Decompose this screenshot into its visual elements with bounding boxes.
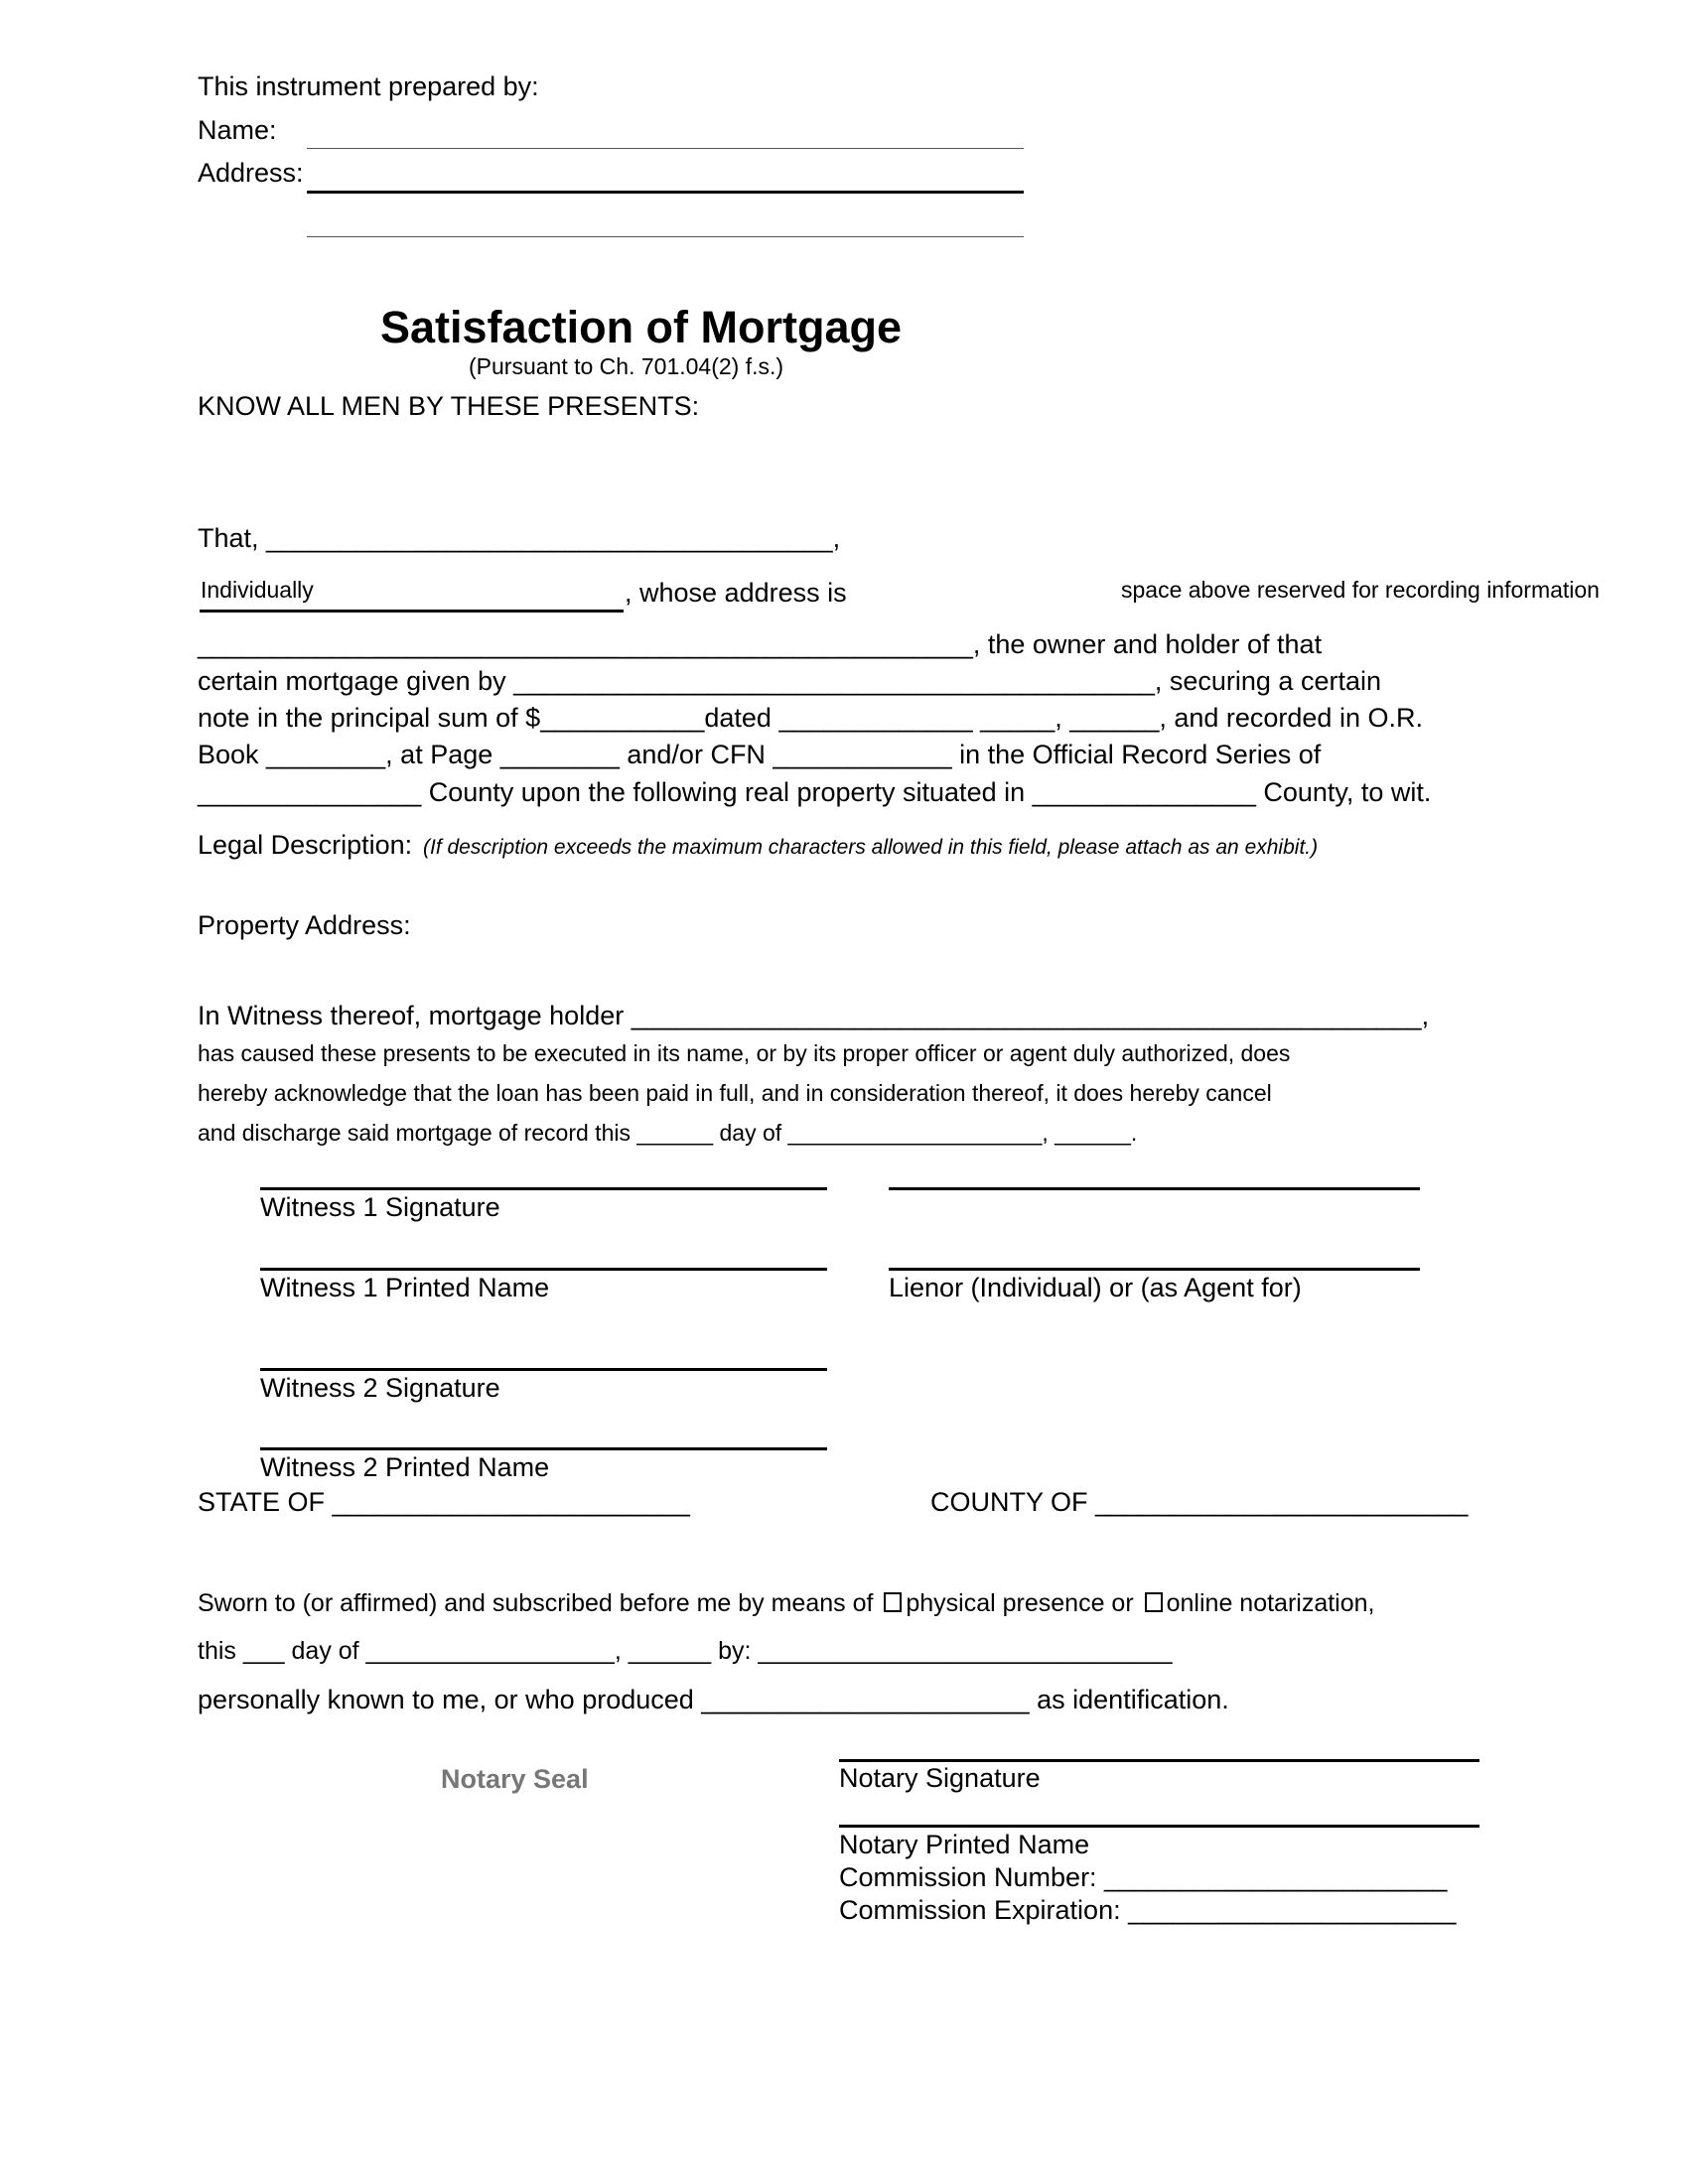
whose-address-text: , whose address is xyxy=(625,578,847,608)
individually-line[interactable] xyxy=(200,610,624,613)
witness-2-signature-line[interactable] xyxy=(260,1368,827,1371)
witness-2-name-line[interactable] xyxy=(260,1447,827,1450)
witness-2-name-label: Witness 2 Printed Name xyxy=(260,1452,550,1482)
know-all-men: KNOW ALL MEN BY THESE PRESENTS: xyxy=(198,391,700,421)
lienor-signature-line[interactable] xyxy=(889,1187,1420,1190)
address-line-1[interactable] xyxy=(307,191,1024,194)
that-line: That, ______________________________________, xyxy=(198,523,841,553)
legal-description-note: (If description exceeds the maximum characters allowed in this field, please attach as an exhibit.) xyxy=(423,836,1319,859)
witness-1-name-line[interactable] xyxy=(260,1268,827,1271)
address-label: Address: xyxy=(198,158,304,188)
lienor-name-line[interactable] xyxy=(889,1268,1420,1271)
notary-printed-name-line[interactable] xyxy=(839,1825,1479,1828)
body-line-4: Book ________, at Page ________ and/or CFN ____________ in the Official Record Series of xyxy=(198,740,1322,769)
legal-description-label: Legal Description: xyxy=(198,830,413,860)
notary-printed-name-label: Notary Printed Name xyxy=(839,1830,1090,1859)
sworn-text-a: Sworn to (or affirmed) and subscribed before me by means of xyxy=(198,1589,874,1617)
prepared-by-heading: This instrument prepared by: xyxy=(198,71,539,101)
commission-number: Commission Number: _______________________ xyxy=(839,1862,1448,1892)
personally-known: personally known to me, or who produced ______________________ as identification. xyxy=(198,1685,1229,1714)
sworn-text-b: physical presence or xyxy=(906,1589,1134,1617)
address-line-2[interactable] xyxy=(307,236,1024,237)
commission-expiration: Commission Expiration: ______________________ xyxy=(839,1895,1457,1925)
online-notarization-checkbox[interactable] xyxy=(1145,1592,1163,1612)
name-label: Name: xyxy=(198,115,277,145)
witness-2-signature-label: Witness 2 Signature xyxy=(260,1373,500,1403)
name-line[interactable] xyxy=(307,148,1024,149)
sworn-text-c: online notarization, xyxy=(1166,1589,1375,1617)
witness-1-name-label: Witness 1 Printed Name xyxy=(260,1273,550,1302)
body-line-1: ____________________________________________________, the owner and holder of that xyxy=(198,629,1323,659)
individually-label: Individually xyxy=(201,577,314,603)
property-address-label: Property Address: xyxy=(198,910,411,940)
body-line-5: _______________ County upon the following real property situated in _______________ County, to wit. xyxy=(198,777,1432,807)
witness-1-signature-label: Witness 1 Signature xyxy=(260,1192,500,1222)
lienor-label: Lienor (Individual) or (as Agent for) xyxy=(889,1273,1302,1302)
notary-signature-label: Notary Signature xyxy=(839,1763,1041,1793)
body-line-2: certain mortgage given by ___________________________________________, securing a certain xyxy=(198,666,1381,696)
body-line-3: note in the principal sum of $___________dated _____________ _____, ______, and recorded in O.R. xyxy=(198,703,1423,733)
state-of: STATE OF ________________________ xyxy=(198,1487,690,1517)
notary-seal: Notary Seal xyxy=(441,1764,589,1794)
notary-this-day: this ___ day of __________________, ______ by: ______________________________ xyxy=(198,1637,1173,1665)
notary-signature-line[interactable] xyxy=(839,1759,1479,1762)
document-subtitle: (Pursuant to Ch. 701.04(2) f.s.) xyxy=(469,353,784,379)
county-of: COUNTY OF _________________________ xyxy=(930,1487,1469,1517)
witness-paragraph-1: In Witness thereof, mortgage holder _____________________________________________________, xyxy=(198,1001,1430,1030)
witness-paragraph-3: hereby acknowledge that the loan has been paid in full, and in consideration thereof, it does hereby cancel xyxy=(198,1080,1272,1106)
document-title: Satisfaction of Mortgage xyxy=(380,302,903,352)
sworn-statement xyxy=(198,1591,1375,1616)
witness-paragraph-2: has caused these presents to be executed in its name, or by its proper officer or agent duly authorized, does xyxy=(198,1040,1291,1066)
witness-paragraph-4: and discharge said mortgage of record this ______ day of ____________________, ______. xyxy=(198,1120,1138,1146)
witness-1-signature-line[interactable] xyxy=(260,1187,827,1190)
reserved-space-note: space above reserved for recording information xyxy=(1121,577,1600,603)
physical-presence-checkbox[interactable] xyxy=(884,1592,902,1612)
